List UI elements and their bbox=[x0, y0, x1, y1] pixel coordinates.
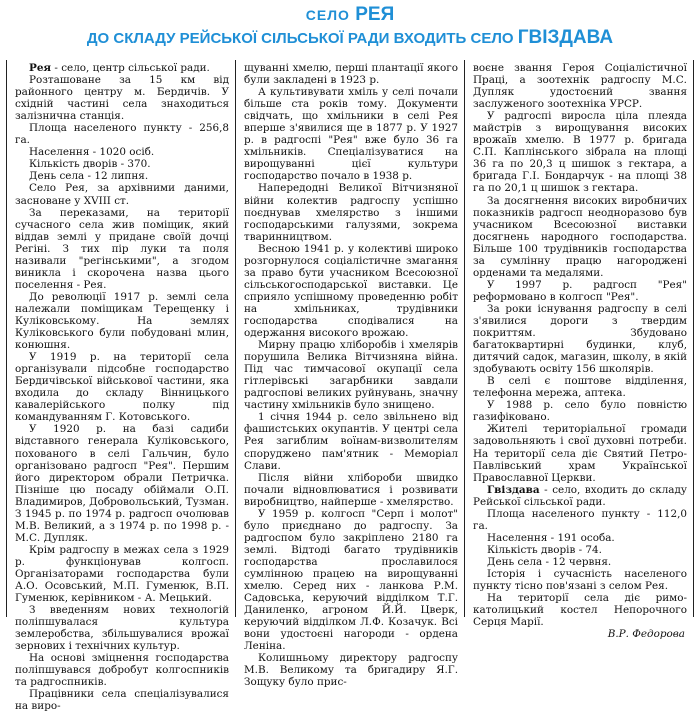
paragraph-text: День села - 12 липня. bbox=[29, 170, 149, 183]
paragraph-text: воєне звання Героя Соціалістичної Праці, а зоотехнік радгоспу М.С. Дупляк удостоєний звання заслуженого зоотехніка УРСР. bbox=[473, 62, 687, 111]
paragraph-text: За роки існування радгоспу в селі з'явилися дороги з твердим покриттям. Збудовано багатоквартирні будинки, клуб, дитячий садок, магазин, школу, в якій здобувають освіту 156 школярів. bbox=[473, 302, 687, 376]
paragraph bbox=[473, 399, 687, 423]
paragraph bbox=[244, 86, 458, 182]
paragraph-text: - село, центр сільської ради. bbox=[51, 62, 210, 74]
article-body bbox=[6, 60, 694, 713]
subtitle-village-name: ГВІЗДАВА bbox=[517, 27, 614, 48]
paragraph bbox=[473, 592, 687, 628]
page-title bbox=[0, 4, 700, 26]
paragraph-text: У 1988 р. село було повністю газифіковано. bbox=[473, 399, 687, 424]
paragraph bbox=[244, 652, 458, 688]
paragraph bbox=[244, 243, 458, 339]
paragraph bbox=[15, 351, 229, 423]
paragraph-text: 1 січня 1944 р. село звільнено від фашистських окупантів. У центрі села Рея загиблим воїнам-визволителям споруджено пам'ятник - Меморіал Слави. bbox=[244, 411, 458, 472]
paragraph-text: За досягнення високих виробничих показників радгосп неодноразово був учасником Всесоюзної виставки досягнень народного господарства. Більше 100 трудівників господарства за сумлінну працю нагороджені орденами та медалями. bbox=[473, 194, 687, 279]
paragraph-text: Колишньому директору радгоспу М.В. Великому та бригадиру Я.Г. Зощуку було прис- bbox=[244, 652, 458, 689]
page-subtitle bbox=[0, 27, 700, 49]
paragraph-text: У 1919 р. на території села організували підсобне господарство Бердичівської військової частини, яка входила до складу Вінницького кавалерійського полку під командуванням Г. Котовського. bbox=[15, 351, 229, 424]
paragraph bbox=[473, 556, 687, 568]
paragraph-text: Розташоване за 15 км від районного центру м. Бердичів. У східній частині села знаходиться залізнична станція. bbox=[15, 74, 229, 123]
paragraph bbox=[15, 423, 229, 543]
paragraph-text: Жителі територіальної громади задовольняють і свої духовні потреби. На території села діє Святий Петро-Павлівський храм Української Православної Церкви. bbox=[473, 423, 687, 484]
paragraph bbox=[244, 339, 458, 411]
title-village-name: РЕЯ bbox=[355, 4, 395, 25]
paragraph bbox=[15, 688, 229, 712]
paragraph bbox=[15, 62, 229, 74]
paragraph-text: Мирну працю хліборобів і хмелярів порушила Велика Вітчизняна війна. Під час тимчасової окупації села гітлерівські загарбники завдали радгоспові великих руйнувань, значну частину хмільників було знищено. bbox=[244, 339, 458, 412]
paragraph bbox=[244, 411, 458, 471]
paragraph bbox=[473, 110, 687, 194]
paragraph-text: На основі зміцнення господарства поліпшувався добробут колгоспників та радгоспників. bbox=[15, 652, 229, 689]
paragraph-text: Населення - 191 особа. bbox=[487, 531, 615, 544]
paragraph bbox=[15, 291, 229, 351]
bold-lead: Гвіздава bbox=[487, 483, 540, 496]
paragraph-text: У 1920 р. на базі садиби відставного генерала Куліковського, похованого в селі Гальчин, було організовано радгосп "Рея". Першим його директором обрали Петричка. Пізніше цю посаду обіймали О.П. Владимиров, Добровольський, Тузман. З 1945 р. по 1974 р. радгосп очолював М.В. Великий, а з 1974 р. по 1998 р. - М.С. Дупляк. bbox=[15, 423, 229, 544]
paragraph bbox=[244, 62, 458, 86]
paragraph-text: В селі є поштове відділення, телефонна мережа, аптека. bbox=[473, 375, 687, 400]
paragraph-text: Кількість дворів - 370. bbox=[29, 158, 151, 171]
paragraph-text: Крім радгоспу в межах села з 1929 р. функціонував колгосп. Організаторами господарства були А.О. Осовський, М.П. Гуменюк, В.П. Гуменюк, керівником - А. Мецький. bbox=[15, 543, 229, 605]
paragraph-text: Після війни хлібороби швидко почали відновлюватися і розвивати виробництво, найперше - хмелярство. bbox=[244, 471, 458, 508]
paragraph-text: Кількість дворів - 74. bbox=[487, 543, 602, 556]
paragraph bbox=[15, 652, 229, 688]
paragraph bbox=[15, 158, 229, 170]
paragraph bbox=[244, 472, 458, 508]
author-signature: В.Р. Федорова bbox=[607, 628, 685, 641]
paragraph-text: У радгоспі виросла ціла плеяда майстрів з вирощування високих врожаїв хмелю. В 1977 р. бригада С.П. Каплінського зібрала на площі 36 га по 20,3 ц шишок з гектара, а бригада Г.І. Бондарчук - на площі 38 га по 20,1 ц шишок з гектара. bbox=[473, 110, 687, 195]
paragraph-text: Площа населеного пункту - 256,8 га. bbox=[15, 122, 229, 147]
paragraph bbox=[244, 508, 458, 653]
paragraph-text: Історія і сучасність населеного пункту тісно пов'язані з селом Рея. bbox=[473, 567, 687, 593]
title-prefix: СЕЛО bbox=[305, 7, 350, 23]
paragraph-text: Весною 1941 р. у колективі широко розгорнулося соціалістичне змагання за право бути учасником Всесоюзної сільськогосподарської виставки. Це сприяло успішному проведенню робіт на хмільниках, трудівники господарства сподівалися на одержання високого врожаю. bbox=[244, 242, 458, 340]
paragraph-text: Площа населеного пункту - 112,0 га. bbox=[473, 507, 687, 532]
paragraph bbox=[473, 484, 687, 508]
paragraph-text: На території села діє римо-католицький костел Непорочного Серця Марії. bbox=[473, 592, 687, 629]
paragraph-text: щуванні хмелю, перші плантації якого були закладені в 1923 р. bbox=[244, 62, 458, 87]
paragraph bbox=[473, 508, 687, 532]
paragraph-text: Напередодні Великої Вітчизняної війни колектив радгоспу успішно поєднував хмелярство з іншими господарськими галузями, зокрема тваринництвом. bbox=[244, 182, 458, 243]
paragraph bbox=[15, 604, 229, 652]
paragraph bbox=[15, 544, 229, 604]
paragraph-text: За переказами, на території сучасного села жив поміщик, який віддав землі у придане своїй дочці Регіні. З тих пір луки та поля називали "регінськими", а згодом виникла і скорочена назва цього поселення - Рея. bbox=[15, 206, 229, 291]
paragraph-text: З введенням нових технологій поліпшувалася культура землеробства, збільшувалися врожаї зернових і технічних культур. bbox=[15, 604, 229, 653]
paragraph-text: День села - 12 червня. bbox=[487, 555, 612, 568]
paragraph bbox=[473, 568, 687, 592]
paragraph bbox=[15, 207, 229, 291]
paragraph bbox=[473, 303, 687, 375]
paragraph bbox=[15, 122, 229, 146]
subtitle-prefix: ДО СКЛАДУ РЕЙСЬКОЇ СІЛЬСЬКОЇ РАДИ ВХОДИТЬ СЕЛО bbox=[86, 30, 514, 47]
paragraph bbox=[473, 195, 687, 279]
column-3 bbox=[464, 60, 694, 641]
paragraph-text: До революції 1917 р. землі села належали поміщикам Терещенку і Куліковському. На землях Куліковського були побудовані млин, конюшня. bbox=[15, 290, 229, 352]
paragraph bbox=[15, 182, 229, 206]
column-3-paragraphs bbox=[473, 62, 687, 628]
paragraph bbox=[473, 279, 687, 303]
paragraph-text: У 1959 р. колгосп "Серп і молот" було приєднано до радгоспу. За радгоспом було закріплено 2180 га землі. Відтоді багато трудівників господарства прославилося сумлінною працею на вирощуванні хмелю. Серед них - ланкова Р.М. Садовська, керуючий відділком Т.Г. Даниленко, агроном Й.Й. Цверк, керуючий відділком Л.Ф. Козачук. Всі вони удостоєні нагороди - ордена Леніна. bbox=[244, 507, 458, 653]
bold-lead: Рея bbox=[29, 62, 52, 74]
paragraph bbox=[15, 146, 229, 158]
paragraph-text: Село Рея, за архівними даними, засноване у XVIII ст. bbox=[15, 182, 229, 207]
paragraph bbox=[473, 375, 687, 399]
paragraph-text: А культивувати хміль у селі почали більше ста років тому. Документи свідчать, що хмільники в селі Рея вперше з'явилися ще в 1877 р. У 1927 р. в радгоспі "Рея" вже було 36 га хмільників. Спеціалізуватися на вирощуванні цієї культури господарство почало в 1938 р. bbox=[244, 86, 458, 183]
paragraph bbox=[473, 532, 687, 544]
paragraph-text: Працівники села спеціалізувалися на виро- bbox=[15, 688, 229, 713]
paragraph-text: - село, входить до складу Рейської сільської ради. bbox=[473, 483, 687, 508]
paragraph bbox=[473, 423, 687, 483]
paragraph bbox=[244, 182, 458, 242]
paragraph bbox=[15, 74, 229, 122]
paragraph bbox=[473, 62, 687, 110]
paragraph bbox=[473, 544, 687, 556]
column-2 bbox=[235, 60, 464, 689]
paragraph-text: Населення - 1020 осіб. bbox=[29, 146, 155, 159]
column-1 bbox=[6, 60, 235, 713]
paragraph-text: У 1997 р. радгосп "Рея" реформовано в колгосп "Рея". bbox=[473, 278, 687, 303]
paragraph bbox=[15, 170, 229, 182]
